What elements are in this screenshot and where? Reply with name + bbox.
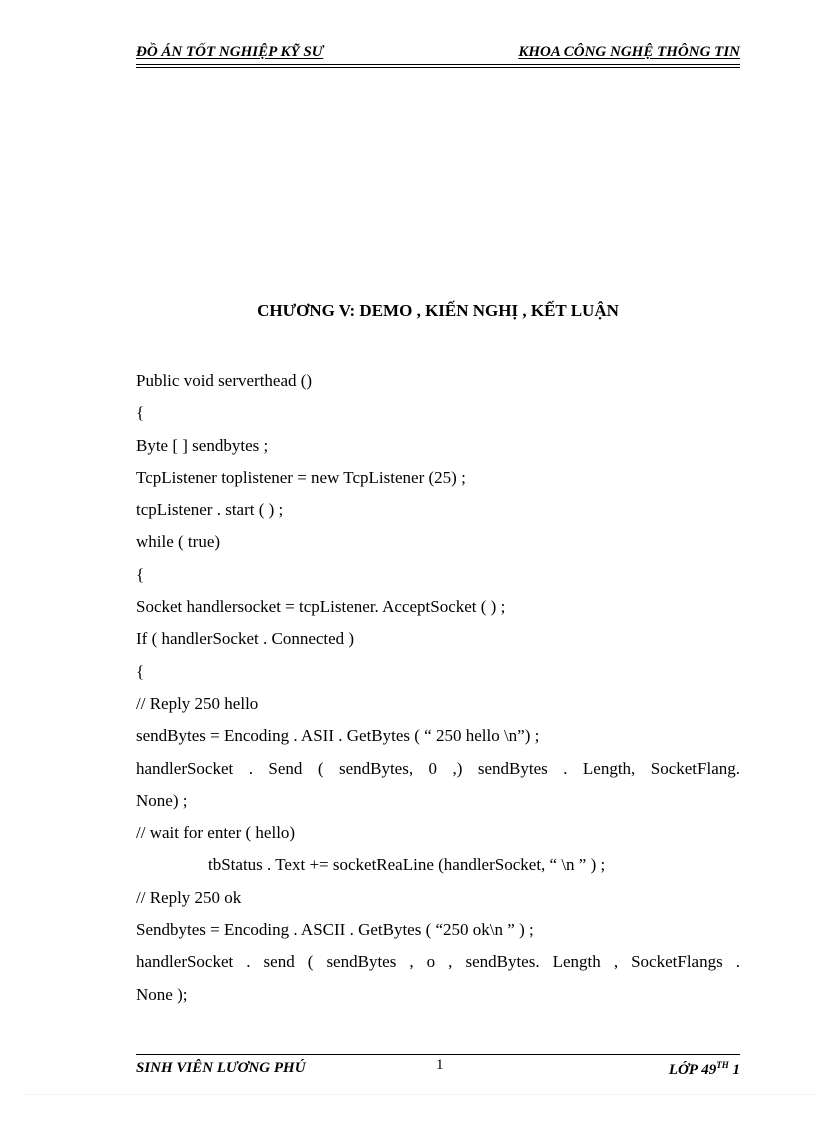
- code-line: // wait for enter ( hello): [136, 823, 296, 843]
- class-prefix: LỚP 49: [668, 1062, 717, 1078]
- header-right-text: KHOA CÔNG NGHỆ THÔNG TIN: [518, 44, 740, 60]
- code-line: TcpListener toplistener = new TcpListener (25) ;: [136, 467, 466, 487]
- code-line: Sendbytes = Encoding . ASCII . GetBytes ( “250 ok\n ” ) ;: [136, 920, 534, 940]
- page-number: 1: [436, 1057, 444, 1073]
- code-line: Public void serverthead (): [136, 371, 313, 390]
- code-line: Socket handlersocket = tcpListener. AcceptSocket ( ) ;: [136, 597, 506, 617]
- header-rule: [136, 64, 740, 65]
- code-line: handlerSocket . Send ( sendBytes, 0 ,) sendBytes . Length, SocketFlang.: [136, 758, 740, 778]
- code-line: sendBytes = Encoding . ASII . GetBytes ( “ 250 hello \n”) ;: [136, 726, 540, 746]
- footer-rule: [136, 1054, 740, 1055]
- code-line: {: [136, 661, 145, 681]
- class-suffix: 1: [728, 1062, 740, 1078]
- code-line: {: [136, 403, 145, 423]
- code-line: If ( handlerSocket . Connected ): [136, 629, 355, 649]
- class-superscript: TH: [716, 1060, 729, 1070]
- header-rule-thick: [136, 67, 740, 68]
- code-line: {: [136, 564, 145, 584]
- code-line: tcpListener . start ( ) ;: [136, 500, 284, 520]
- code-line: // Reply 250 ok: [136, 887, 242, 907]
- code-line: while ( true): [136, 532, 221, 552]
- code-line: Byte [ ] sendbytes ;: [136, 435, 269, 455]
- page-edge-dots: [26, 1094, 816, 1095]
- footer-right-text: [669, 1060, 740, 1079]
- code-listing: [136, 365, 740, 1011]
- code-line: None) ;: [136, 790, 188, 810]
- code-line: tbStatus . Text += socketReaLine (handlerSocket, “ \n ” ) ;: [208, 855, 606, 875]
- code-line: handlerSocket . send ( sendBytes , o , sendBytes. Length , SocketFlangs .: [136, 952, 740, 972]
- page-header: [136, 44, 740, 68]
- code-line: None );: [136, 984, 188, 1004]
- code-line: // Reply 250 hello: [136, 693, 259, 713]
- page-footer: [136, 1054, 740, 1084]
- chapter-title: CHƯƠNG V: DEMO , KIẾN NGHỊ , KẾT LUẬN: [257, 301, 619, 320]
- header-left-text: ĐỒ ÁN TỐT NGHIỆP KỸ SƯ: [136, 44, 324, 60]
- footer-left-text: SINH VIÊN LƯƠNG PHÚ: [136, 1060, 306, 1076]
